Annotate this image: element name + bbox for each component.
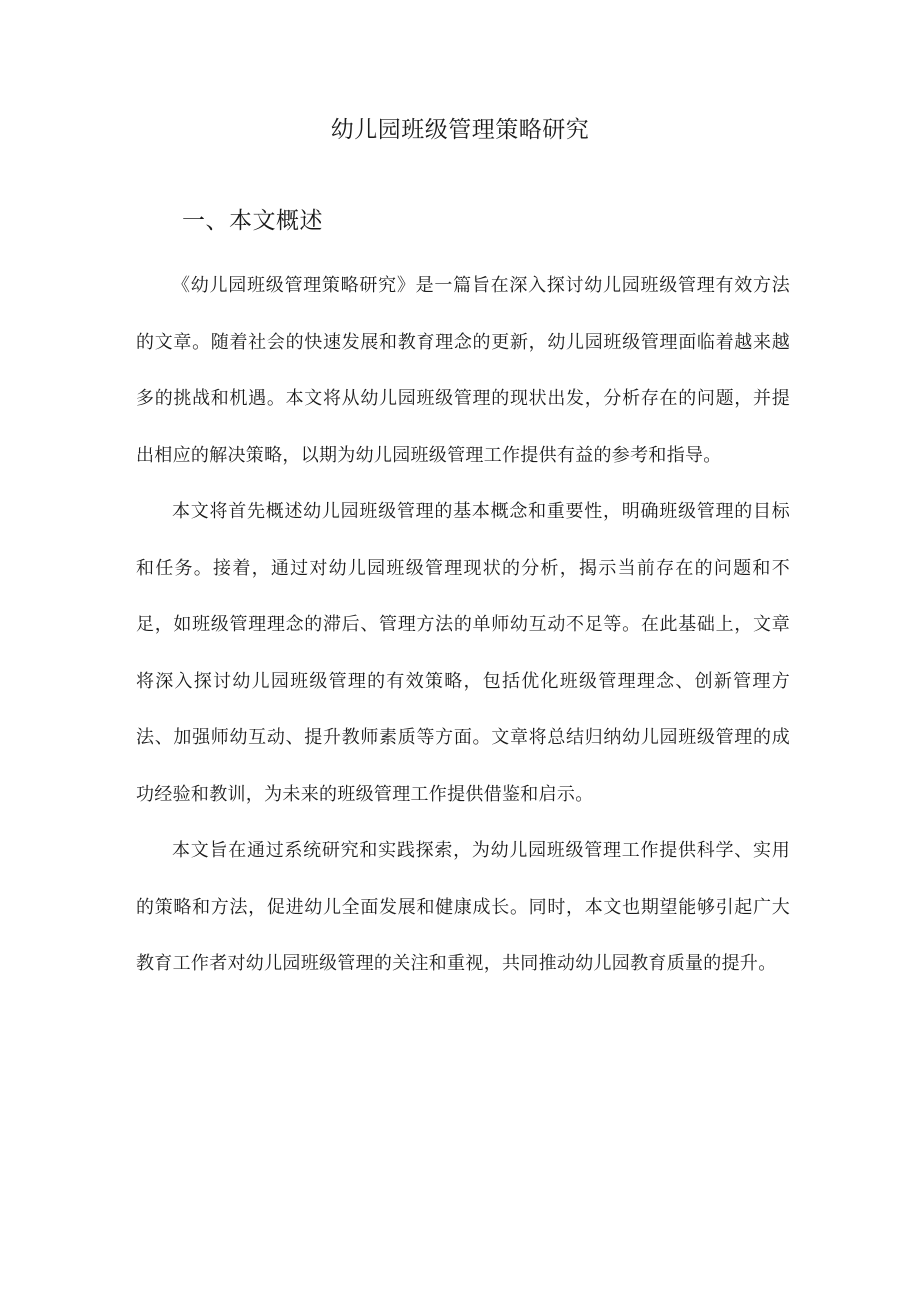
document-body <box>136 258 790 993</box>
paragraph-3: 本文旨在通过系统研究和实践探索，为幼儿园班级管理工作提供科学、实用的策略和方法，促进幼儿全面发展和健康成长。同时，本文也期望能够引起广大教育工作者对幼儿园班级管理的关注和重视，共同推动幼儿园教育质量的提升。 <box>136 840 790 974</box>
section-heading: 一、本文概述 <box>182 208 323 234</box>
document-title: 幼儿园班级管理策略研究 <box>330 117 590 143</box>
paragraph-2: 本文将首先概述幼儿园班级管理的基本概念和重要性，明确班级管理的目标和任务。接着，通过对幼儿园班级管理现状的分析，揭示当前存在的问题和不足，如班级管理理念的滞后、管理方法的单师幼互动不足等。在此基础上，文章将深入探讨幼儿园班级管理的有效策略，包括优化班级管理理念、创新管理方法、加强师幼互动、提升教师素质等方面。文章将总结归纳幼儿园班级管理的成功经验和教训，为未来的班级管理工作提供借鉴和启示。 <box>136 501 790 805</box>
paragraph-1: 《幼儿园班级管理策略研究》是一篇旨在深入探讨幼儿园班级管理有效方法的文章。随着社会的快速发展和教育理念的更新，幼儿园班级管理面临着越来越多的挑战和机遇。本文将从幼儿园班级管理的现状出发，分析存在的问题，并提出相应的解决策略，以期为幼儿园班级管理工作提供有益的参考和指导。 <box>136 275 790 466</box>
